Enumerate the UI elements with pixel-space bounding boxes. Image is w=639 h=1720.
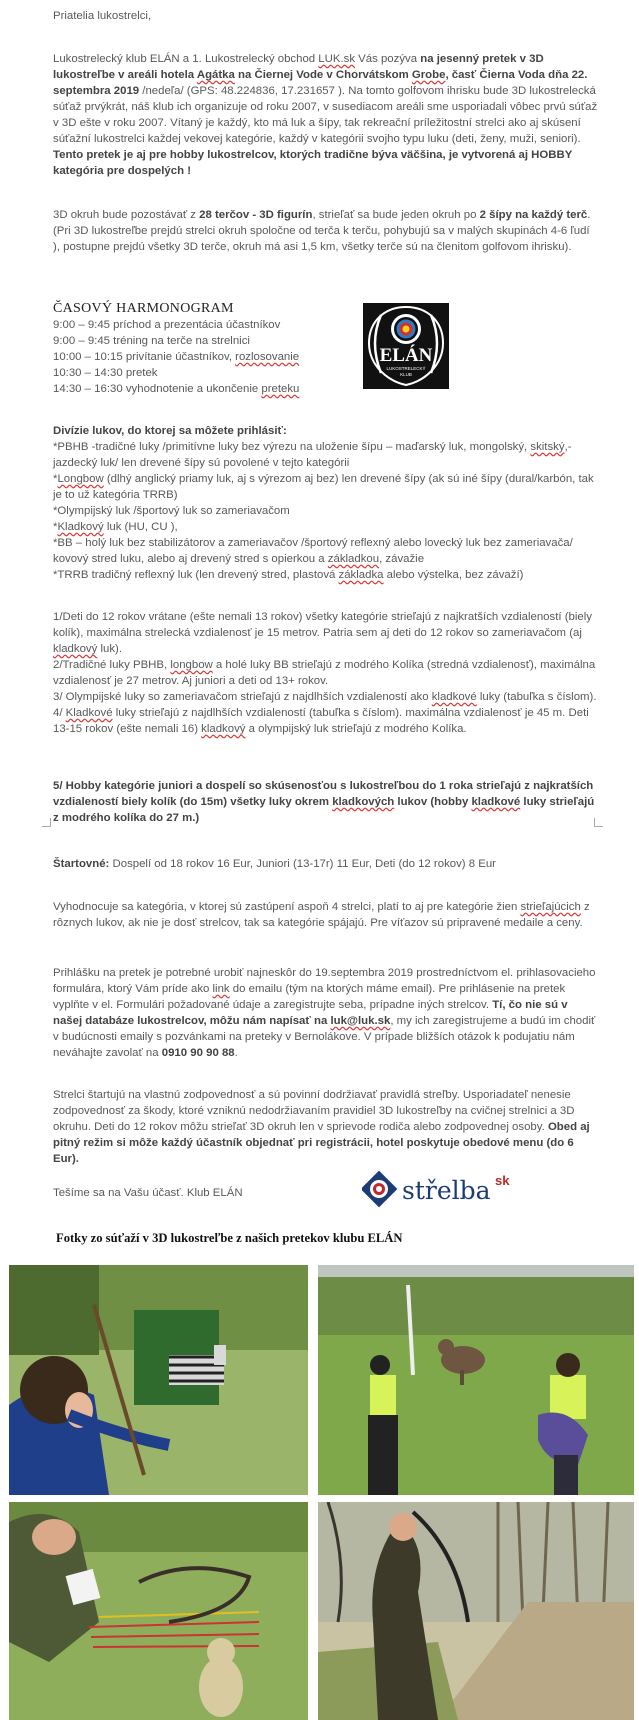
email-link[interactable]: luk@luk.sk — [330, 1015, 391, 1027]
hotel-name: Agátka — [196, 69, 235, 81]
schedule — [53, 301, 353, 397]
division-item: *BB – holý luk bez stabilizátorov a zameriavačov /športový reflexný alebo lovecký luk bez zameriavača/ kovový stred luku, alebo aj drevený stred s opierkou a základkou, závažie — [53, 537, 573, 565]
division-item: *Olympijský luk /športový luk so zameriavačom — [53, 505, 290, 517]
intro-paragraph: Lukostrelecký klub ELÁN a 1. Lukostrelecký obchod LUK.sk Vás pozýva na jesenný pretek v 3D lukostreľbe v areáli hotela Agátka na Čiernej Vode v Chorvátskom Grobe, časť Čierna Voda dňa 22. septembra 2019 /nedeľa/ (GPS: 48.224836, 17.231657 ). Na tomto golfovom ihrisku bude 3D lukostrelecká súťaž prvýkrát, náš klub ich organizuje od roku 2007, v susediacom areáli sme usporiadali vôbec prvú súťaž v 3D ešte v roku 2007. Vítaný je každý, kto má luk a šípy, tak rekreační príležitostní strelci ako aj skúsení súťažní lukostrelci každej vekovej kategórie, každý v kategórii svojho typu luku (deti, ženy, muži, seniori). Tento pretek je aj pre hobby lukostrelcov, ktorých tradične býva väčšina, je vytvorená aj HOBBY kategória pre dospelých ! — [53, 53, 598, 177]
diamond-target-logo-icon — [362, 1170, 532, 1210]
distance-item: 3/ Olympijské luky so zameriavačom strieľajú z najdlhších vzdialeností ako kladkové luky (tabuľka s číslom). — [53, 691, 597, 703]
fee: Štartovné: Dospelí od 18 rokov 16 Eur, Juniori (13-17r) 11 Eur, Deti (do 12 rokov) 8 Eur — [53, 858, 496, 870]
registration: Prihlášku na pretek je potrebné urobiť najneskôr do 19.septembra 2019 prostredníctvom el. prihlasovacieho formulára, ktorý Vám príde ako link do emailu (tým na ktorých máme email). Pre prihlásenie na pretek vyplňte v el. Formulári požadované údaje a zaregistrujte seba, prípadne iných strelcov. Tí, čo nie sú v našej databáze lukostrelcov, môžu nám napísať na luk@luk.sk, my ich zaregistrujeme a budú im chodiť v budúcnosti emaily s pozvánkami na preteky v Bernolákove. V prípade bližších otázok k podujatiu nám neváhajte zavolať na 0910 90 90 88. — [53, 967, 596, 1059]
category-note: Vyhodnocuje sa kategória, v ktorej sú zastúpení aspoň 4 strelci, platí to aj pre kategórie žien strieľajúcich z rôznych lukov, ak nie je dosť strelcov, tak sa kategórie spájajú. Pre víťazov sú pripravené medaile a ceny. — [53, 901, 590, 929]
liability: Strelci štartujú na vlastnú zodpovednosť a sú povinní dodržiavať pravidlá streľby. Usporiadateľ nenesie zodpovednosť za škody, ktoré vzniknú nedodržiavaním pravidiel 3D lukostreľby na cvičnej strelnici a 3D okruhu. Deti do 12 rokov môžu strieľať 3D okruh len v sprievode rodiča alebo zodpovednej osoby. Obed aj pitný režim si môže každý účastník objednať pri registrácii, hotel poskytuje obedové menu (do 6 Eur). — [53, 1089, 590, 1165]
crop-mark — [594, 818, 603, 827]
division-item: *PBHB -tradičné luky /primitívne luky bez výrezu na uloženie šípu – maďarský luk, mongolský, skitský,- jazdecký luk/ len drevené šípy sú povolené v tejto kategórii — [53, 441, 572, 469]
divisions-title: Divízie lukov, do ktorej sa môžete prihlásiť: — [53, 425, 287, 437]
svg-text:střelba: střelba — [402, 1176, 491, 1205]
divisions — [53, 423, 598, 583]
greeting: Priatelia lukostrelci, — [53, 10, 152, 22]
photo-archer-forest — [318, 1502, 634, 1720]
division-item: *TRRB tradičný reflexný luk (len drevený stred, plastová základka alebo výstelka, bez závaží) — [53, 569, 524, 581]
photo-girls-archery — [318, 1265, 634, 1495]
distances — [53, 609, 598, 737]
shop-name: LUK.sk — [318, 53, 356, 65]
target-bow-logo-icon — [363, 303, 449, 389]
svg-text:ELÁN: ELÁN — [379, 345, 433, 366]
photo-man-arrows — [9, 1502, 308, 1720]
photo-boy-zebra — [9, 1265, 308, 1495]
elan-logo — [363, 303, 449, 389]
schedule-row: 9:00 – 9:45 tréning na terče na strelnici — [53, 335, 250, 347]
distance-item: 2/Tradičné luky PBHB, longbow a holé luky BB strieľajú z modrého Kolíka (stredná vzdialenosť), maximálna vzdialenosť je 27 metrov. Aj juniori a deti od 13+ rokov. — [53, 659, 596, 687]
schedule-row: 9:00 – 9:45 príchod a prezentácia účastníkov — [53, 319, 281, 331]
phone-number: 0910 90 90 88 — [161, 1047, 235, 1059]
schedule-row: 10:30 – 14:30 pretek — [53, 367, 158, 379]
distance-item: 4/ Kladkové luky strieľajú z najdlhších vzdialeností (tabuľka s číslom). maximálna vzdialenosť je 45 m. Deti 13-15 rokov (ešte nemali 16) kladkový a olympijský luk strieľajú z modrého Kolíka. — [53, 707, 589, 735]
course-paragraph: 3D okruh bude pozostávať z 28 terčov - 3D figurín, strieľať sa bude jeden okruh po 2 šípy na každý terč. (Pri 3D lukostreľbe prejdú strelci okruh spoločne od terča k terču, pohybujú sa v malých skupinách 4-6 ľudí ), postupne prejdú všetky 3D terče, okruh má asi 1,5 km, všetky terče sú na členitom golfovom ihrisku). — [53, 209, 591, 253]
fee-label: Štartovné: — [53, 858, 110, 870]
svg-text:sk: sk — [495, 1173, 510, 1188]
hobby-distance: 5/ Hobby kategórie juniori a dospelí so skúsenosťou s lukostreľbou do 1 roka strieľajú z najkratších vzdialeností biely kolík (do 15m) všetky luky okrem kladkových lukov (hobby kladkové luky strieľajú z modrého kolíka do 27 m.) — [53, 780, 595, 824]
crop-mark — [42, 818, 51, 827]
division-item: *Kladkový luk (HU, CU ), — [53, 521, 178, 533]
schedule-row: 10:00 – 10:15 privítanie účastníkov, rozlosovanie — [53, 351, 300, 363]
svg-text:LUKOSTRELECKÝ: LUKOSTRELECKÝ — [386, 366, 426, 371]
schedule-title: ČASOVÝ HARMONOGRAM — [53, 301, 234, 316]
hobby-note: Tento pretek je aj pre hobby lukostrelcov, ktorých tradične býva väčšina, je vytvorená aj HOBBY kategória pre dospelých ! — [53, 149, 573, 177]
schedule-row: 14:30 – 16:30 vyhodnotenie a ukončenie preteku — [53, 383, 300, 395]
division-item: *Longbow (dlhý anglický priamy luk, aj s výrezom aj bez) len drevené šípy (ak sú iné šípy (dural/karbón, tak je to už kategória TRRB) — [53, 473, 594, 501]
strelba-logo — [362, 1170, 532, 1210]
svg-text:KLUB: KLUB — [400, 372, 412, 377]
distance-item: 1/Deti do 12 rokov vrátane (ešte nemali 13 rokov) všetky kategórie strieľajú z najkratších vzdialeností (biely kolík), maximálna strelecká vzdialenosť je 15 metrov. Patria sem aj deti do 12 rokov so zameriavačom (aj kladkový luk). — [53, 611, 592, 655]
closing: Tešíme sa na Vašu účasť. Klub ELÁN — [53, 1187, 243, 1199]
photos-title: Fotky zo súťaží v 3D lukostreľbe z našich pretekov klubu ELÁN — [56, 1231, 403, 1245]
